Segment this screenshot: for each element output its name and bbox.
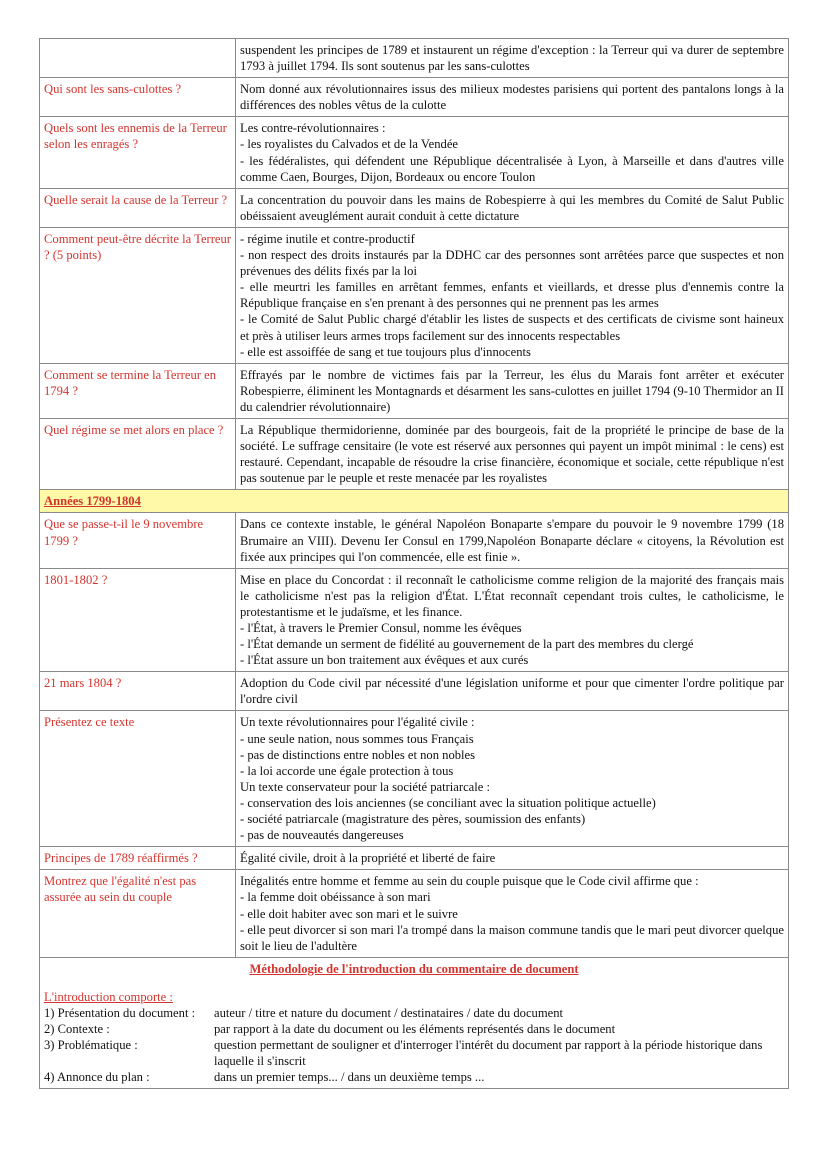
methodology-item-text: dans un premier temps... / dans un deuxième temps ... <box>214 1070 485 1085</box>
methodology-item <box>44 1005 784 1021</box>
answer-line: - l'État demande un serment de fidélité au gouvernement de la part des membres du clergé <box>240 637 694 652</box>
methodology-item-label: 4) Annonce du plan : <box>44 1070 150 1085</box>
document-page <box>39 38 789 1089</box>
answer-line: Nom donné aux révolutionnaires issus des milieux modestes parisiens qui portent des pantalons longs à la différences des nobles vêtus de la culotte <box>240 82 784 113</box>
question-cell: Présentez ce texte <box>40 711 236 847</box>
methodology-item <box>44 1037 784 1069</box>
answer-line: - une seule nation, nous sommes tous Français <box>240 731 474 746</box>
methodology-title: Méthodologie de l'introduction du commentaire de document <box>249 961 579 976</box>
question-cell: Comment peut-être décrite la Terreur ? (5 points) <box>40 227 236 363</box>
answer-line: Effrayés par le nombre de victimes fais par la Terreur, les élus du Marais font arrêter et exécuter Robespierre, éliminent les Montagnards et désarment les sans-culottes en juillet 1794 (9-10 Thermidor an II du calendrier révolutionnaire) <box>240 367 784 414</box>
answer-cell <box>236 188 789 227</box>
table-row <box>40 418 789 489</box>
question-cell: Quelle serait la cause de la Terreur ? <box>40 188 236 227</box>
answer-line: - elle meurtri les familles en arrêtant femmes, enfants et vieillards, et dresse plus d'ennemis contre la République française en s'en prenant à des personnes qui ne prennent pas les armes <box>240 280 784 311</box>
section-title: Années 1799-1804 <box>40 490 789 513</box>
answer-line: - les royalistes du Calvados et de la Vendée <box>240 137 458 152</box>
answer-line: Adoption du Code civil par nécessité d'une législation uniforme et pour que cimenter l'ordre politique par l'ordre civil <box>240 676 784 707</box>
qa-table-body <box>40 39 789 1089</box>
answer-line: Égalité civile, droit à la propriété et liberté de faire <box>240 851 496 866</box>
answer-cell <box>236 418 789 489</box>
methodology-item-text: question permettant de souligner et d'interroger l'intérêt du document par rapport à la période historique dans laquelle il s'inscrit <box>214 1038 763 1069</box>
answer-line: - l'État, à travers le Premier Consul, nomme les évêques <box>240 621 522 635</box>
answer-cell <box>236 227 789 363</box>
methodology-cell <box>40 957 789 1089</box>
answer-line: La République thermidorienne, dominée par des bourgeois, fait de la propriété le principe de base de la société. Le suffrage censitaire (le vote est réservé aux personnes qui payent un impôt minimal : le cens) est restauré. Cependant, incapable de résoudre la crise financière, économique et sociale, cette république n'est pas soutenue par le peuple et reste menacée par les royalistes <box>240 422 784 486</box>
section-header-row <box>40 490 789 513</box>
answer-line: - le Comité de Salut Public chargé d'établir les listes de suspects et des certificats de civisme sont haineux et près à utiliser leurs armes trops facilement sur des innocents respectables <box>240 312 784 343</box>
table-row <box>40 568 789 672</box>
table-row <box>40 363 789 418</box>
answer-line: Un texte conservateur pour la société patriarcale : <box>240 779 491 794</box>
methodology-item-text: auteur / titre et nature du document / destinataires / date du document <box>214 1005 564 1020</box>
answer-line: - les fédéralistes, qui défendent une République décentralisée à Lyon, à Marseille et dans d'autres ville comme Caen, Bourges, Dijon, Bordeaux ou encore Toulon <box>240 153 784 184</box>
answer-line: - l'État assure un bon traitement aux évêques et aux curés <box>240 653 529 668</box>
question-cell: 1801-1802 ? <box>40 568 236 672</box>
methodology-row <box>40 957 789 1089</box>
answer-line: - non respect des droits instaurés par la DDHC car des personnes sont arrêtées parce que suspectes et non prévenues des délits fixés par la loi <box>240 248 784 279</box>
answer-cell <box>236 672 789 711</box>
methodology-item-text: par rapport à la date du document ou les éléments représentés dans le document <box>214 1022 616 1037</box>
answer-line: - société patriarcale (magistrature des pères, soumission des enfants) <box>240 812 586 827</box>
question-cell: Qui sont les sans-culottes ? <box>40 78 236 117</box>
table-row <box>40 513 789 568</box>
answer-cell <box>236 568 789 672</box>
question-cell: Comment se termine la Terreur en 1794 ? <box>40 363 236 418</box>
table-row <box>40 78 789 117</box>
answer-line: - pas de distinctions entre nobles et non nobles <box>240 747 476 762</box>
answer-line: - pas de nouveautés dangereuses <box>240 828 404 843</box>
question-cell: Montrez que l'égalité n'est pas assurée au sein du couple <box>40 870 236 957</box>
answer-line: - la loi accorde une égale protection à tous <box>240 763 454 778</box>
answer-line: - elle doit habiter avec son mari et le suivre <box>240 906 458 921</box>
answer-line: - la femme doit obéissance à son mari <box>240 890 431 905</box>
table-row <box>40 188 789 227</box>
answer-cell <box>236 363 789 418</box>
methodology-item-label: 1) Présentation du document : <box>44 1005 196 1020</box>
question-cell: Quel régime se met alors en place ? <box>40 418 236 489</box>
table-row <box>40 117 789 188</box>
answer-line: Dans ce contexte instable, le général Napoléon Bonaparte s'empare du pouvoir le 9 novembre 1799 (18 Brumaire an VIII). Devenu Ier Consul en 1799,Napoléon Bonaparte déclare « citoyens, la Révolution est fixée aux principes qui l'on commencée, elle est finie ». <box>240 517 784 564</box>
answer-line: La concentration du pouvoir dans les mains de Robespierre à qui les membres du Comité de Salut Public obéissaient aveuglément aurait conduit à cette dictature <box>240 192 784 223</box>
question-cell: Quels sont les ennemis de la Terreur selon les enragés ? <box>40 117 236 188</box>
methodology-item-label: 2) Contexte : <box>44 1022 110 1037</box>
table-row <box>40 672 789 711</box>
methodology-item <box>44 1069 784 1085</box>
answer-line: Les contre-révolutionnaires : <box>240 121 386 136</box>
answer-cell <box>236 513 789 568</box>
table-row <box>40 711 789 847</box>
table-row <box>40 227 789 363</box>
question-cell: 21 mars 1804 ? <box>40 672 236 711</box>
table-row <box>40 39 789 78</box>
qa-table <box>39 38 789 1089</box>
table-row <box>40 870 789 957</box>
answer-line: Inégalités entre homme et femme au sein du couple puisque que le Code civil affirme que : <box>240 874 699 889</box>
answer-cell <box>236 711 789 847</box>
methodology-item-label: 3) Problématique : <box>44 1038 138 1053</box>
answer-line: Mise en place du Concordat : il reconnaît le catholicisme comme religion de la majorité des français mais le catholicisme n'est pas la religion d'État. L'État reconnaît cependant trois cultes, le catholicisme, le protestantisme et le judaïsme, et les finance. <box>240 572 784 619</box>
question-cell: Que se passe-t-il le 9 novembre 1799 ? <box>40 513 236 568</box>
answer-cell <box>236 870 789 957</box>
answer-line: - elle est assoiffée de sang et tue toujours plus d'innocents <box>240 344 531 359</box>
question-cell: Principes de 1789 réaffirmés ? <box>40 847 236 870</box>
answer-cell <box>236 847 789 870</box>
introduction-heading: L'introduction comporte : <box>44 989 173 1004</box>
answer-line: - conservation des lois anciennes (se conciliant avec la situation politique actuelle) <box>240 795 656 810</box>
question-cell <box>40 39 236 78</box>
answer-line: - régime inutile et contre-productif <box>240 231 415 246</box>
methodology-item <box>44 1021 784 1037</box>
answer-line: - elle peut divorcer si son mari l'a trompé dans la maison commune tandis que le mari peut divorcer quelque soit le lieu de l'adultère <box>240 922 784 953</box>
answer-cell <box>236 78 789 117</box>
answer-cell <box>236 117 789 188</box>
answer-line: suspendent les principes de 1789 et instaurent un régime d'exception : la Terreur qui va durer de septembre 1793 à juillet 1794. Ils sont soutenus par les sans-culottes <box>240 43 784 74</box>
answer-line: Un texte révolutionnaires pour l'égalité civile : <box>240 715 475 730</box>
table-row <box>40 847 789 870</box>
answer-cell <box>236 39 789 78</box>
